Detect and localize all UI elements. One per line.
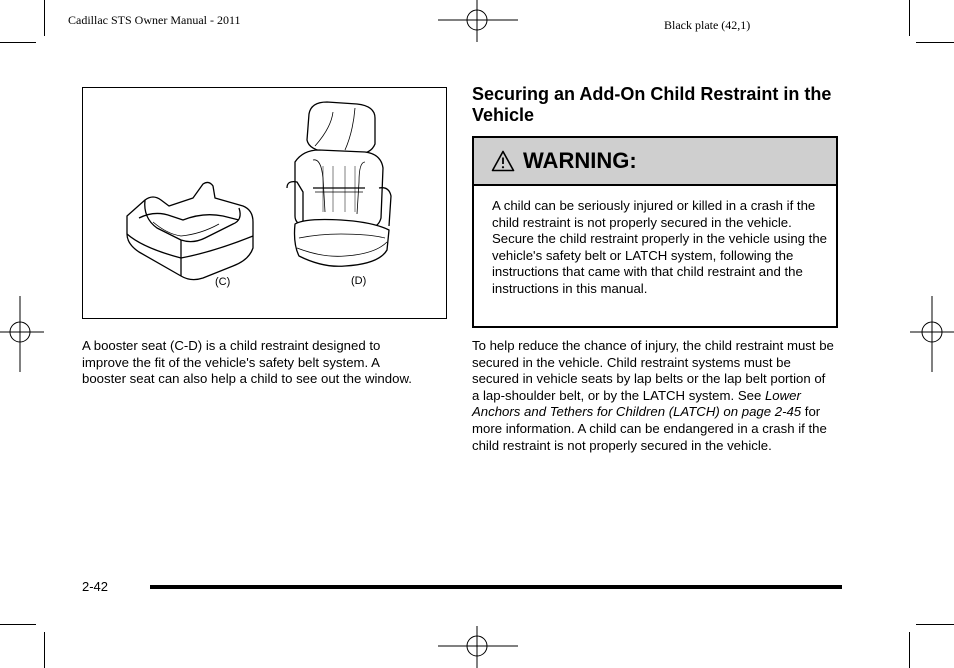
securing-paragraph [472, 338, 834, 454]
warning-header [474, 138, 836, 186]
warning-title: WARNING: [523, 148, 637, 173]
high-back-booster-seat-d [287, 102, 391, 266]
booster-seat-figure [82, 87, 447, 319]
figure-label-d: (D) [351, 275, 367, 287]
latch-cross-reference-link[interactable]: Lower Anchors and Tethers for Children (LATCH) on page 2-45 [472, 387, 802, 420]
page-number: 2-42 [82, 579, 109, 594]
plate-label: Black plate (42,1) [664, 18, 751, 32]
registration-mark-left [0, 296, 44, 372]
manual-title: Cadillac STS Owner Manual - 2011 [68, 13, 241, 27]
registration-mark-top [438, 0, 518, 46]
registration-mark-bottom [438, 626, 518, 668]
section-title: Securing an Add-On Child Restraint in the Vehicle [472, 84, 832, 125]
registration-mark-right [910, 296, 954, 372]
footer-rule [150, 585, 842, 589]
backless-booster-seat-c [127, 182, 253, 279]
securing-text-part2: for more information. A child can be endangered in a crash if the child restraint is not properly secured in the vehicle. [472, 404, 827, 453]
warning-box [472, 136, 838, 328]
warning-triangle-icon [491, 150, 515, 172]
securing-text-part1: To help reduce the chance of injury, the child restraint must be secured in the vehicle. Child restraint systems must be secured in vehicle seats by lap belts or the lap belt portion of a lap-shoulder belt, or by the LATCH system. See [472, 338, 834, 403]
figure-label-c: (C) [215, 276, 231, 288]
booster-seat-illustration [83, 88, 446, 318]
booster-seat-paragraph: A booster seat (C-D) is a child restraint designed to improve the fit of the vehicle's safety belt system. A booster seat can also help a child to see out the window. [82, 338, 412, 387]
warning-text: A child can be seriously injured or killed in a crash if the child restraint is not properly secured in the vehicle. Secure the child restraint properly in the vehicle using the vehicle's safety belt or LATCH system, following the instructions that came with that child restraint and the instructions in this manual. [492, 198, 827, 296]
